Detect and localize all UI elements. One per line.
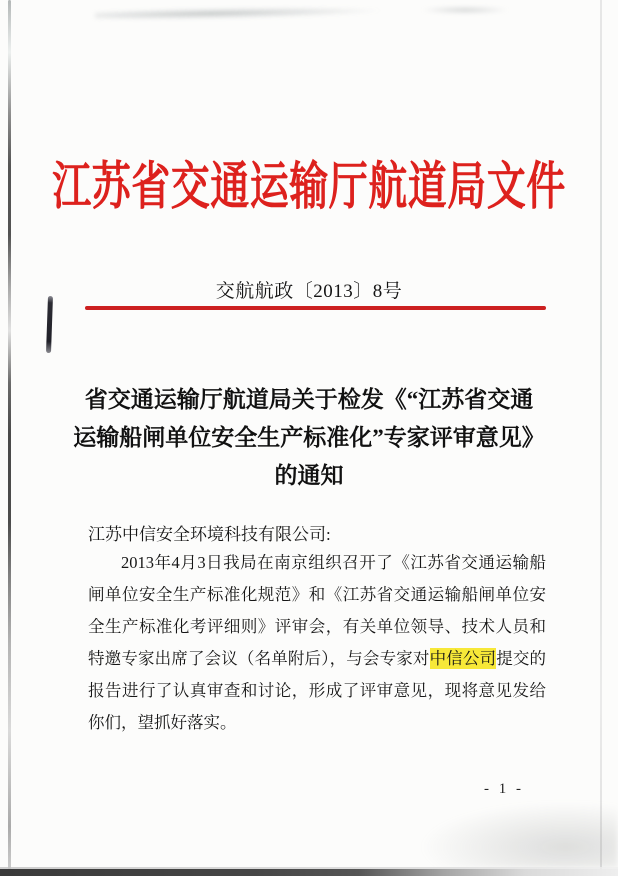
document-reference-number: 交航航政〔2013〕8号 <box>215 281 403 302</box>
notice-title-line-1: 省交通运输厅航道局关于检发《“江苏省交通 <box>84 387 534 412</box>
notice-title <box>55 381 563 495</box>
red-divider-rule <box>85 306 546 310</box>
body-text-before-highlight: 2013年4月3日我局在南京组织召开了《江苏省交通运输船闸单位安全生产标准化规范》和《江苏省交通运输船闸单位安全生产标准化考评细则》评审会，有关单位领导、技术人员和特邀专家出席了会议（名单附后），与会专家对 <box>88 553 546 668</box>
scan-top-smudge-artifact-2 <box>420 6 510 14</box>
scan-top-smudge-artifact <box>95 5 385 20</box>
notice-title-line-2: 运输船闸单位安全生产标准化”专家评审意见》 <box>73 425 545 450</box>
notice-title-line-3: 的通知 <box>274 463 344 488</box>
page-number: - 1 - <box>484 781 524 797</box>
scan-bottom-right-smudge-artifact <box>408 798 618 868</box>
scan-left-edge-artifact <box>8 0 11 870</box>
scan-right-edge-artifact <box>600 0 602 876</box>
pen-mark-artifact <box>46 296 53 353</box>
letterhead-title: 江苏省交通运输厅航道局文件 <box>52 159 566 216</box>
scan-bottom-edge-artifact <box>0 869 618 876</box>
body-paragraph <box>88 547 546 739</box>
body-text-after-highlight: 提交的报告进行了认真审查和讨论，形成了评审意见，现将意见发给你们，望抓好落实。 <box>88 649 547 732</box>
highlighted-company-name: 中信公司 <box>429 649 497 668</box>
addressee-line: 江苏中信安全环境科技有限公司: <box>88 525 331 544</box>
